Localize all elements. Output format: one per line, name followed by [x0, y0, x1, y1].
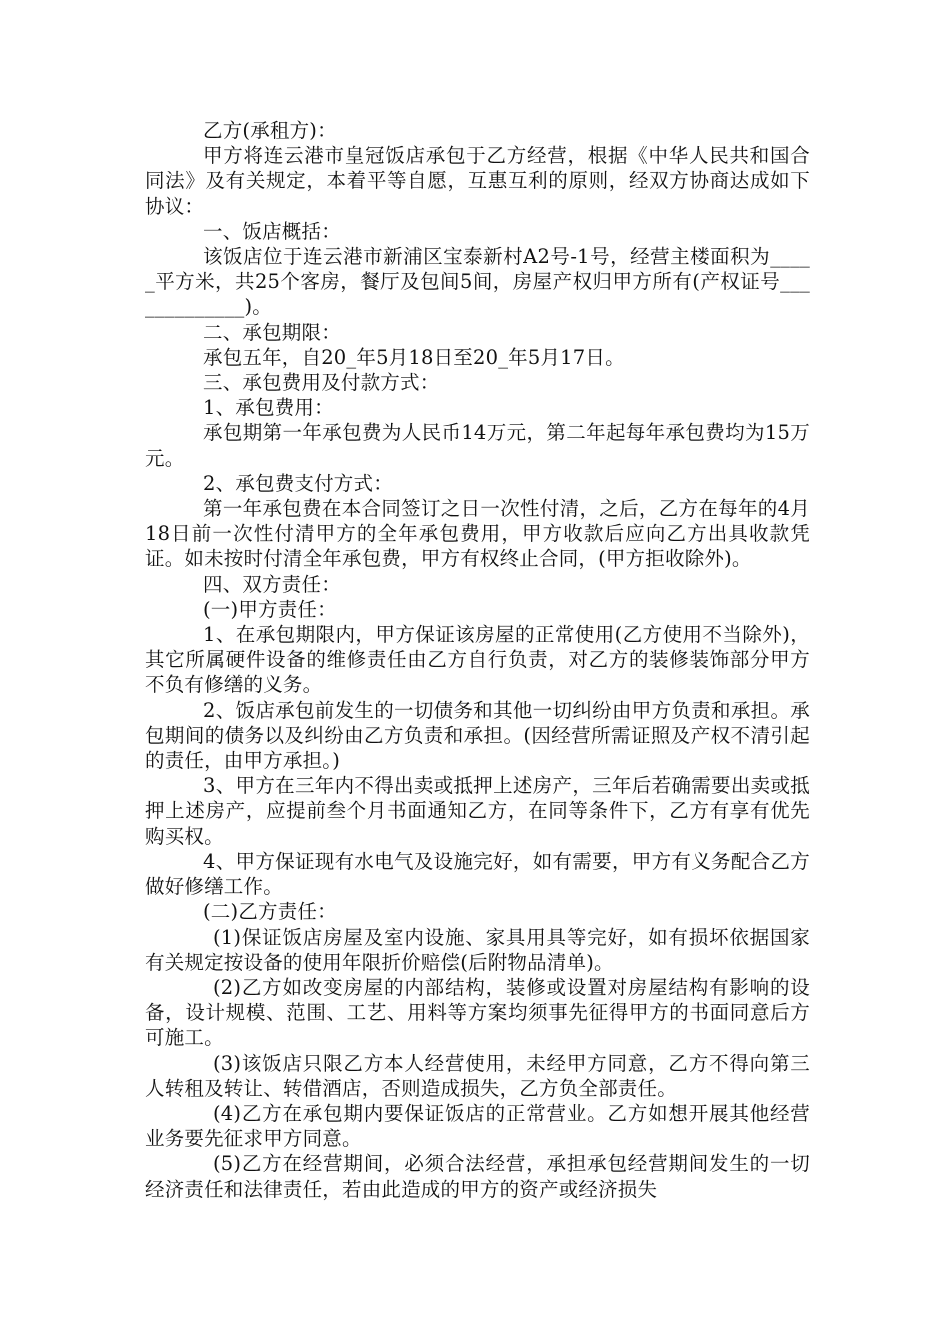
section-3-1-paragraph: 承包期第一年承包费为人民币14万元，第二年起每年承包费均为15万元。	[145, 421, 810, 470]
section-2-paragraph: 承包五年，自20_年5月18日至20_年5月17日。	[203, 345, 625, 369]
section-3-1-heading: 1、承包费用：	[203, 396, 334, 420]
party-a-duties-heading: (一)甲方责任：	[203, 597, 337, 621]
party-b-duty-1: (1)保证饭店房屋及室内设施、家具用具等完好，如有损坏依据国家有关规定按设备的使用年限折价赔偿(后附物品清单)。	[145, 925, 810, 974]
section-1-heading: 一、饭店概括：	[203, 219, 341, 243]
party-a-duty-1: 1、在承包期限内，甲方保证该房屋的正常使用(乙方使用不当除外)，其它所属硬件设备的维修责任由乙方自行负责，对乙方的装修装饰部分甲方不负有修缮的义务。	[145, 623, 810, 697]
section-3-2-heading: 2、承包费支付方式：	[203, 471, 393, 495]
party-a-duty-2: 2、饭店承包前发生的一切债务和其他一切纠纷由甲方负责和承担。承包期间的债务以及纠纷由乙方负责和承担。(因经营所需证照及产权不清引起的责任，由甲方承担。)	[145, 698, 810, 773]
party-b-heading: 乙方(承租方)：	[203, 119, 337, 142]
party-b-duty-5: (5)乙方在经营期间，必须合法经营，承担承包经营期间发生的一切经济责任和法律责任，若由此造成的甲方的资产或经济损失	[145, 1152, 810, 1201]
party-b-duty-4: (4)乙方在承包期内要保证饭店的正常营业。乙方如想开展其他经营业务要先征求甲方同意。	[145, 1101, 810, 1151]
section-4-heading: 四、双方责任：	[203, 572, 341, 596]
party-b-duty-2: (2)乙方如改变房屋的内部结构，装修或设置对房屋结构有影响的设备，设计规模、范围、工艺、用料等方案均须事先征得甲方的书面同意后方可施工。	[145, 975, 810, 1050]
preamble-paragraph: 甲方将连云港市皇冠饭店承包于乙方经营，根据《中华人民共和国合同法》及有关规定，本着平等自愿，互惠互利的原则，经双方协商达成如下协议：	[145, 144, 810, 218]
section-3-2-paragraph: 第一年承包费在本合同签订之日一次性付清，之后，乙方在每年的4月18日前一次性付清甲方的全年承包费用，甲方收款后应向乙方出具收款凭证。如未按时付清全年承包费，甲方有权终止合同，(甲方拒收除外)。	[145, 497, 810, 571]
section-1-paragraph: 该饭店位于连云港市新浦区宝泰新村A2号-1号，经营主楼面积为_____平方米，共25个客房，餐厅及包间5间，房屋产权归甲方所有(产权证号_____________)。	[145, 245, 810, 319]
party-a-duty-3: 3、甲方在三年内不得出卖或抵押上述房产，三年后若确需要出卖或抵押上述房产，应提前叁个月书面通知乙方，在同等条件下，乙方有享有优先购买权。	[145, 774, 810, 848]
section-2-heading: 二、承包期限：	[203, 320, 341, 344]
document-body	[145, 118, 810, 1202]
party-b-duty-3: (3)该饭店只限乙方本人经营使用，未经甲方同意，乙方不得向第三人转租及转让、转借酒店，否则造成损失，乙方负全部责任。	[145, 1051, 810, 1100]
party-b-duties-heading: (二)乙方责任：	[203, 900, 337, 924]
party-a-duty-4: 4、甲方保证现有水电气及设施完好，如有需要，甲方有义务配合乙方做好修缮工作。	[145, 849, 810, 899]
section-3-heading: 三、承包费用及付款方式：	[203, 371, 440, 395]
